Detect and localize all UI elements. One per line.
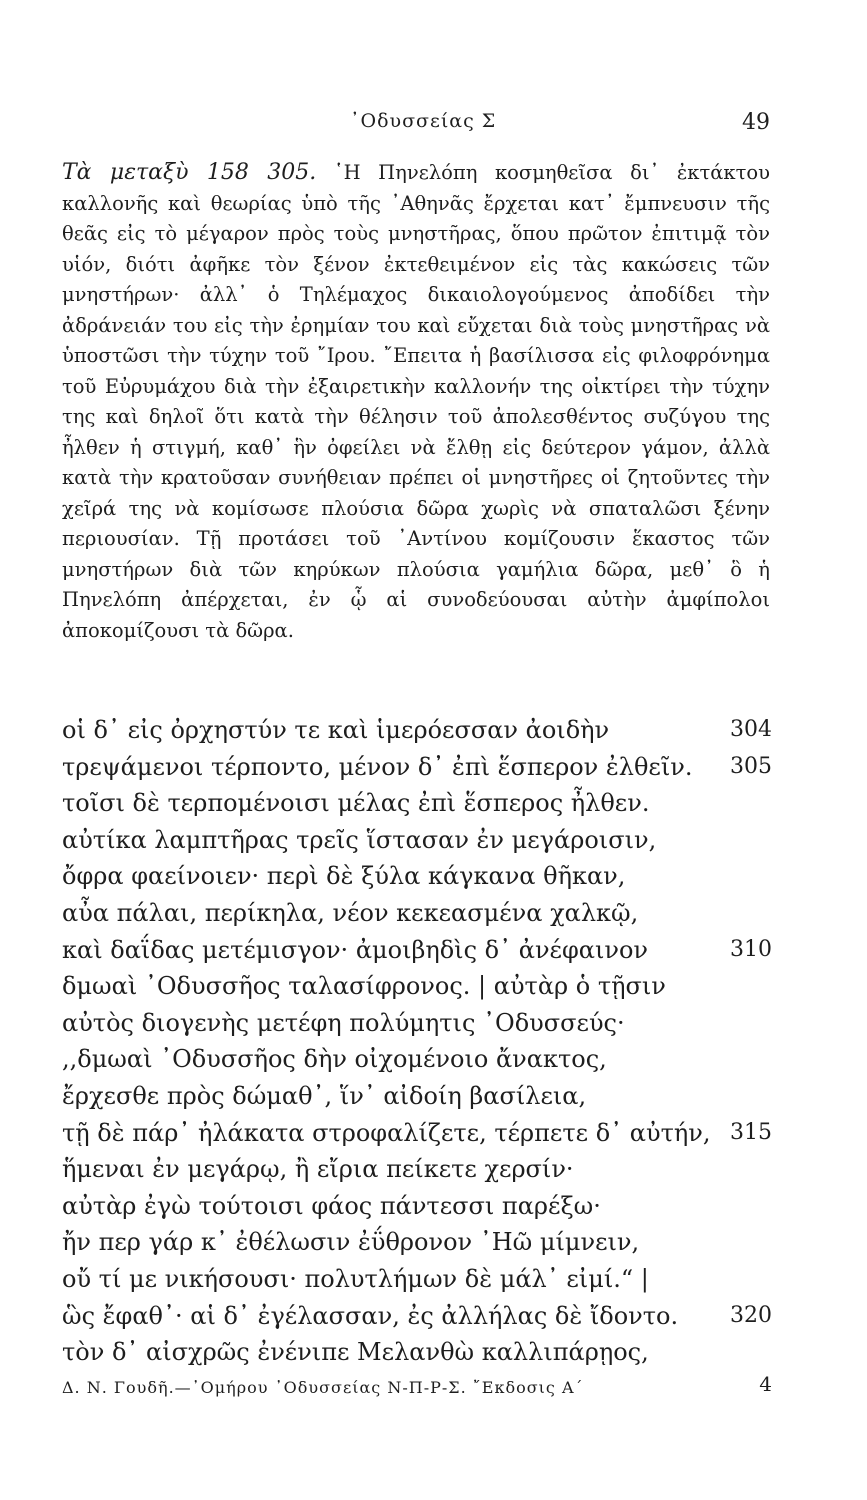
verse-line [62, 1078, 772, 1115]
summary-text: ῾Η Πηνελόπη κοσμηθεῖσα δι᾿ ἐκτάκτου καλλονῆς καὶ θεωρίας ὑπὸ τῆς ᾿Αθηνᾶς ἔρχεται κατ᾿ ἔμπνευσιν τῆς θεᾶς εἰς τὸ μέγαρον πρὸς τοὺς μνηστῆρας, ὅπου πρῶτον ἐπιτιμᾷ τὸν υἱόν, διότι ἀφῆκε τὸν ξένον ἐκτεθειμένον εἰς τὰς κακώσεις τῶν μνηστήρων· ἀλλ᾿ ὁ Τηλέμαχος δικαιολογούμενος ἀποδίδει τὴν ἀδράνειάν του εἰς τὴν ἐρημίαν του καὶ εὔχεται διὰ τοὺς μνηστῆρας νὰ ὑποστῶσι τὴν τύχην τοῦ ῎Ιρου. ῎Επειτα ἡ βασίλισσα εἰς φιλοφρόνημα τοῦ Εὐρυμάχου διὰ τὴν ἐξαιρετικὴν καλλονήν της οἰκτίρει τὴν τύχην της καὶ δηλοῖ ὅτι κατὰ τὴν θέλησιν τοῦ ἀπολεσθέντος συζύγου της ἦλθεν ἡ στιγμή, καθ᾿ ἣν ὀφείλει νὰ ἔλθῃ εἰς δεύτερον γάμον, ἀλλὰ κατὰ τὴν κρατοῦσαν συνήθειαν πρέπει οἱ μνηστῆρες οἱ ζητοῦντες τὴν χεῖρά της νὰ κομίσωσε πλούσια δῶρα χωρὶς νὰ σπαταλῶσι ξένην περιουσίαν. Τῇ προτάσει τοῦ ᾿Αντίνου κομίζουσιν ἕκαστος τῶν μνηστήρων διὰ τῶν κηρύκων πλούσια γαμήλια δῶρα, μεθ᾿ ὃ ἡ Πηνελόπη ἀπέρχεται, ἐν ᾧ αἱ συνοδεύουσαι αὐτὴν ἀμφίπολοι ἀποκομίζουσι τὰ δῶρα. [62, 161, 771, 642]
verse-line [62, 822, 772, 859]
verse-text: τρεψάμενοι τέρποντο, μένον δ᾿ ἐπὶ ἕσπερον ἐλθεῖν. [62, 752, 693, 781]
verse-line [62, 1005, 772, 1042]
verse-line [62, 1298, 772, 1335]
verse-number: 320 [730, 1302, 772, 1328]
verse-line [62, 1041, 772, 1078]
verse-line [62, 785, 772, 822]
verse-text: τοῖσι δὲ τερπομένοισι μέλας ἐπὶ ἕσπερος ἦλθεν. [62, 789, 650, 818]
verse-line [62, 1188, 772, 1225]
verse-line [62, 712, 772, 749]
verse-line [62, 895, 772, 932]
page-footer [62, 1372, 772, 1406]
verse-line [62, 1261, 772, 1298]
verse-text: ἤν περ γάρ κ᾿ ἐθέλωσιν ἐΰθρονον ᾿Ηῶ μίμνειν, [62, 1228, 640, 1257]
verse-line [62, 1151, 772, 1188]
verse-line [62, 1115, 772, 1152]
signature-line: Δ. Ν. Γουδῆ.—᾿Ομήρου ᾿Οδυσσείας Ν-Π-Ρ-Σ. ῎Εκδοσις Α΄ [62, 1378, 584, 1397]
verse-text: ὣς ἔφαθ᾿· αἱ δ᾿ ἐγέλασσαν, ἐς ἀλλήλας δὲ ἴδοντο. [62, 1301, 679, 1330]
verse-number: 310 [730, 936, 772, 962]
verse-block [62, 712, 772, 1371]
page-number: 49 [742, 110, 770, 135]
page-header [60, 110, 770, 140]
verse-text: καὶ δαΐδας μετέμισγον· ἀμοιβηδὶς δ᾿ ἀνέφαινον [62, 935, 649, 964]
verse-line [62, 968, 772, 1005]
verse-line [62, 1334, 772, 1371]
verse-text: αὐτὸς διογενὴς μετέφη πολύμητις ᾿Οδυσσεύς· [62, 1008, 625, 1037]
verse-text: δμωαὶ ᾿Οδυσσῆος ταλασίφρονος. | αὐτὰρ ὁ τῇσιν [62, 972, 666, 1001]
verse-line [62, 1224, 772, 1261]
summary-paragraph [62, 158, 770, 646]
verse-number: 305 [730, 753, 772, 779]
verse-text: ἥμεναι ἐν μεγάρῳ, ἢ εἴρια πείκετε χερσίν· [62, 1155, 574, 1184]
verse-number: 304 [730, 717, 772, 742]
verse-text: αὖα πάλαι, περίκηλα, νέον κεκεασμένα χαλκῷ, [62, 898, 639, 927]
running-title: ᾿Οδυσσείας Σ [350, 110, 497, 132]
verse-text: αὐτὰρ ἐγὼ τούτοισι φάος πάντεσσι παρέξω· [62, 1191, 601, 1220]
verse-line [62, 858, 772, 895]
verse-text: τὸν δ᾿ αἰσχρῶς ἐνένιπε Μελανθὼ καλλιπάρῃος, [62, 1338, 649, 1367]
verse-line [62, 932, 772, 969]
verse-text: ὄφρα φαείνοιεν· περὶ δὲ ξύλα κάγκανα θῆκαν, [62, 862, 626, 891]
verse-line [62, 749, 772, 786]
verse-text: ,,δμωαὶ ᾿Οδυσσῆος δὴν οἰχομένοιο ἄνακτος, [62, 1045, 607, 1074]
verse-text: τῇ δὲ πάρ᾿ ἠλάκατα στροφαλίζετε, τέρπετε δ᾿ αὐτήν, [62, 1118, 711, 1147]
summary-lead: Τὰ μεταξὺ 158 305. [62, 160, 317, 185]
sheet-number: 4 [759, 1372, 772, 1396]
verse-text: αὐτίκα λαμπτῆρας τρεῖς ἵστασαν ἐν μεγάροισιν, [62, 825, 657, 854]
verse-text: οὔ τί με νικήσουσι· πολυτλήμων δὲ μάλ᾿ εἰμί.“ | [62, 1264, 649, 1293]
verse-number: 315 [730, 1119, 772, 1145]
verse-text: οἱ δ᾿ εἰς ὀρχηστύν τε καὶ ἱμερόεσσαν ἀοιδὴν [62, 716, 610, 744]
verse-text: ἔρχεσθε πρὸς δώμαθ᾿, ἵν᾿ αἰδοίη βασίλεια, [62, 1081, 587, 1110]
